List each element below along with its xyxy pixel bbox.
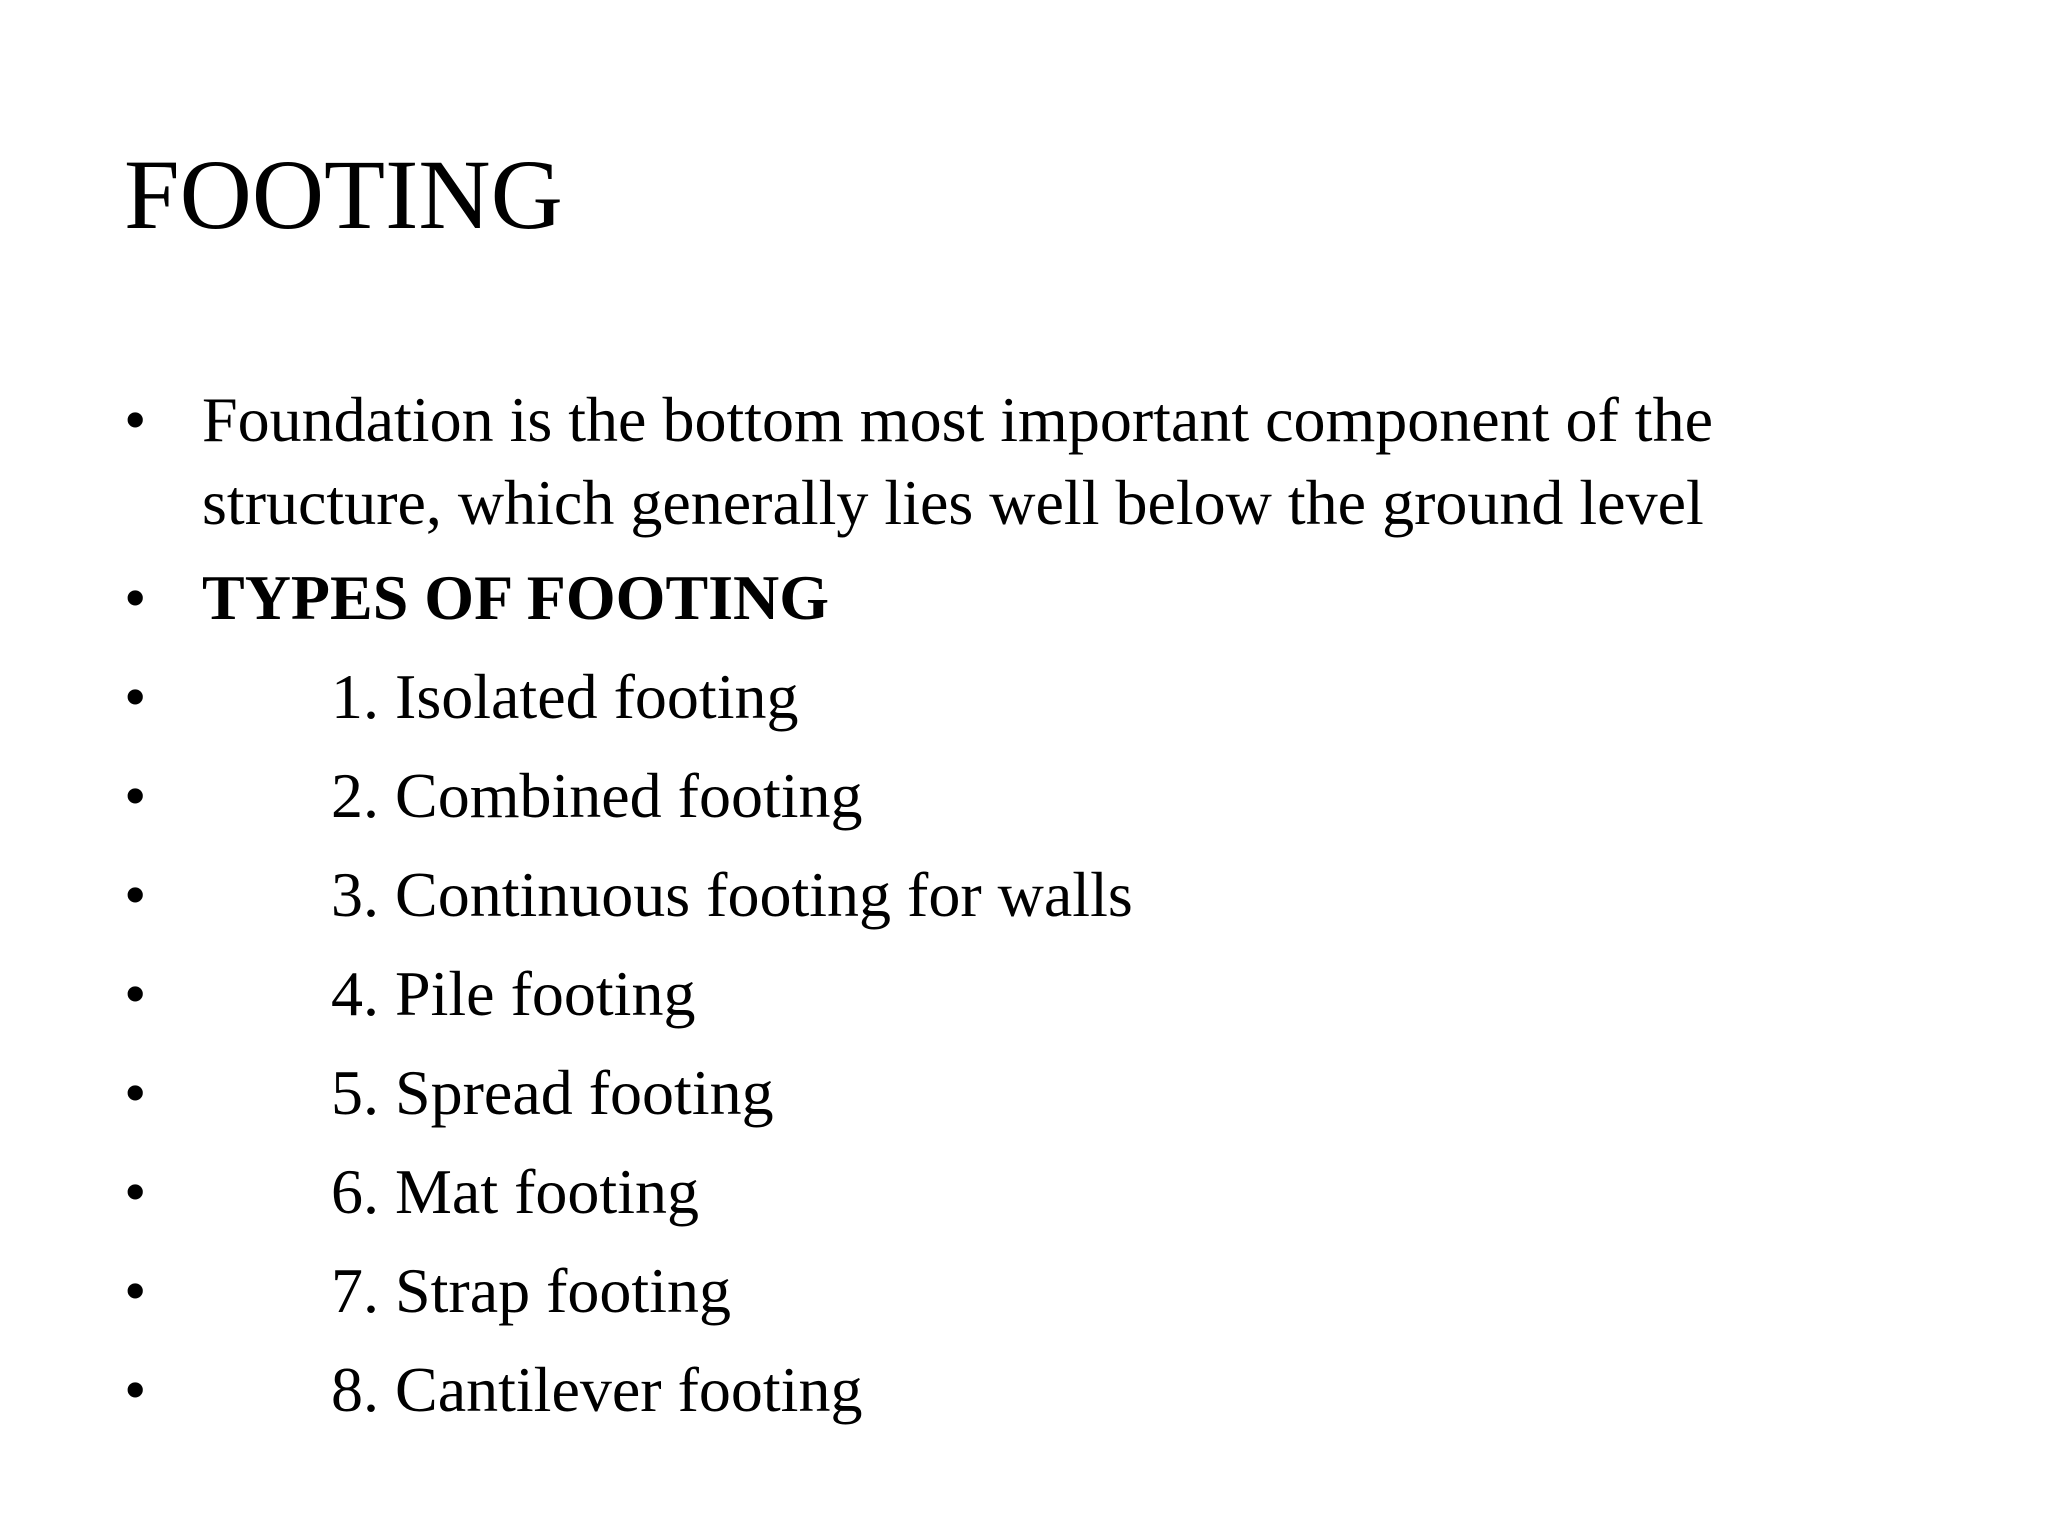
- list-item: [124, 655, 1944, 754]
- list-item-text: 8. Cantilever footing: [331, 1354, 863, 1425]
- intro-text: Foundation is the bottom most important component of the structure, which generally lies well below the ground level: [202, 384, 1713, 538]
- bullet-icon: •: [124, 562, 147, 633]
- bullet-icon: •: [124, 760, 147, 831]
- list-item-text: 3. Continuous footing for walls: [331, 859, 1133, 930]
- list-item-text: 5. Spread footing: [331, 1057, 774, 1128]
- list-item-text: 6. Mat footing: [331, 1156, 699, 1227]
- bullet-list: [124, 378, 1944, 1447]
- bullet-icon: •: [124, 384, 147, 455]
- bullet-heading: [124, 556, 1944, 655]
- list-item-text: 7. Strap footing: [331, 1255, 731, 1326]
- list-item: [124, 1348, 1944, 1447]
- list-item: [124, 1249, 1944, 1348]
- bullet-intro: [124, 378, 1944, 544]
- bullet-icon: •: [124, 661, 147, 732]
- bullet-icon: •: [124, 859, 147, 930]
- list-item: [124, 1150, 1944, 1249]
- types-heading: TYPES OF FOOTING: [202, 562, 830, 633]
- bullet-icon: •: [124, 1156, 147, 1227]
- list-item: [124, 952, 1944, 1051]
- bullet-icon: •: [124, 1255, 147, 1326]
- list-item-text: 4. Pile footing: [331, 958, 696, 1029]
- slide-title: FOOTING: [124, 139, 563, 250]
- bullet-icon: •: [124, 958, 147, 1029]
- list-item: [124, 754, 1944, 853]
- bullet-icon: •: [124, 1354, 147, 1425]
- list-item-text: 1. Isolated footing: [331, 661, 799, 732]
- bullet-icon: •: [124, 1057, 147, 1128]
- list-item-text: 2. Combined footing: [331, 760, 863, 831]
- list-item: [124, 1051, 1944, 1150]
- list-item: [124, 853, 1944, 952]
